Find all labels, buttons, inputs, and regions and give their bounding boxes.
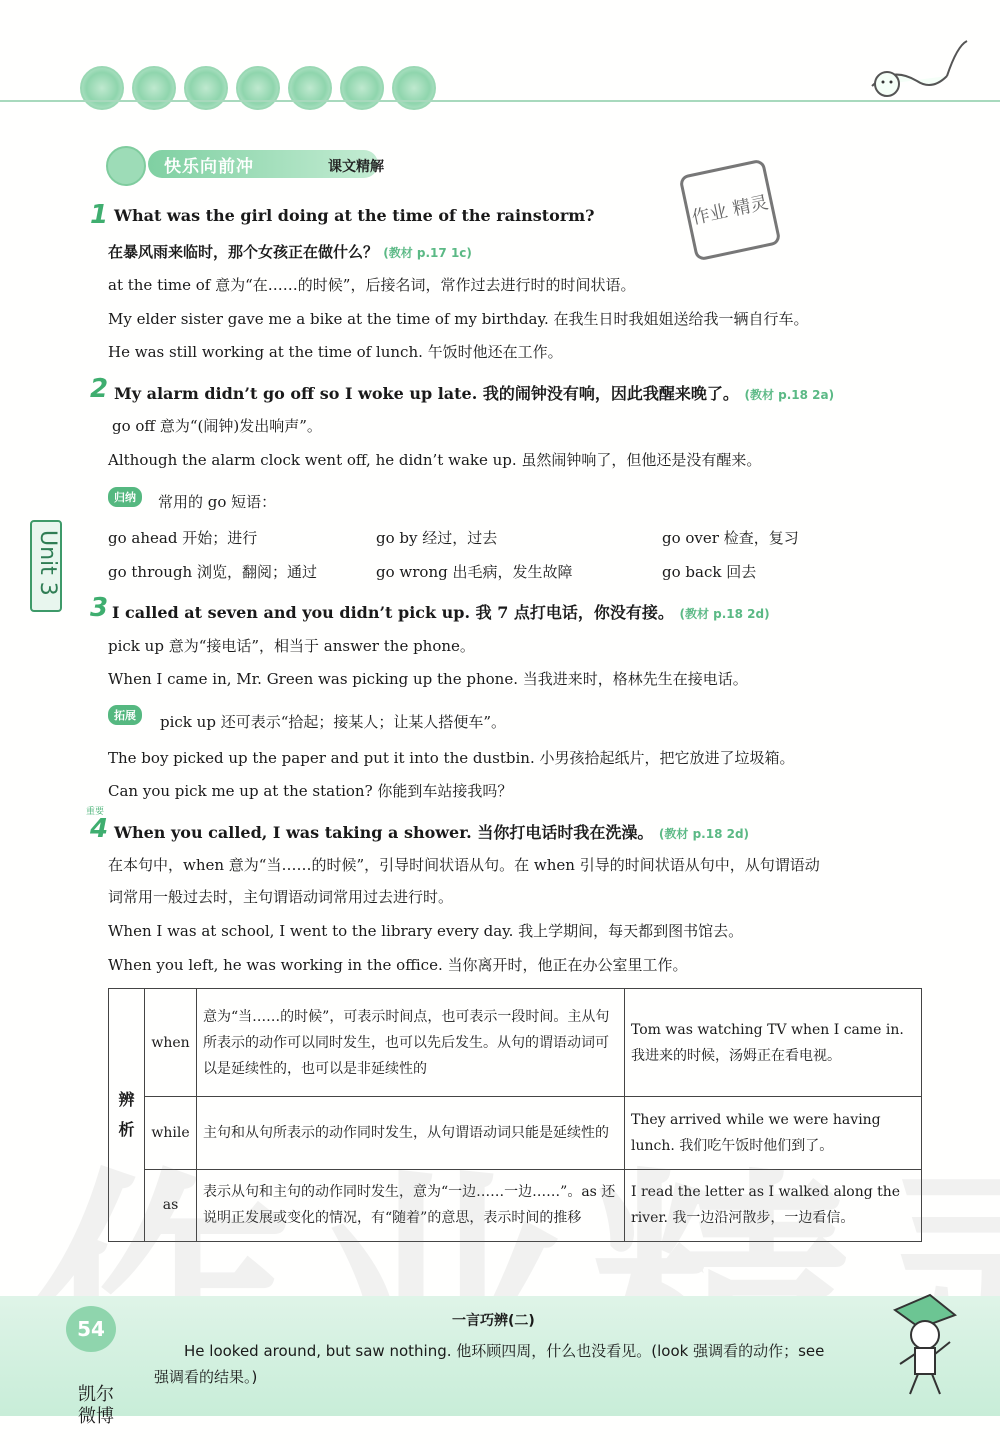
brand-line: 凯尔 <box>78 1384 114 1405</box>
banner-title: 快乐向前冲 <box>164 157 254 177</box>
table-keyword: as <box>145 1169 197 1242</box>
page-number: 54 <box>66 1306 116 1352</box>
item-number: 1 <box>90 200 109 230</box>
item-heading <box>112 600 770 623</box>
cat-icon <box>862 36 972 116</box>
item-heading <box>114 381 834 404</box>
example-line: Although the alarm clock went off, he didn’t wake up. 虽然闹钟响了，但他还是没有醒来。 <box>108 451 762 469</box>
swirl-icon <box>80 66 124 110</box>
extension-tag: 拓展 <box>108 705 142 725</box>
flower-icon <box>106 146 146 186</box>
stamp-logo <box>670 150 790 270</box>
example-line: When I was at school, I went to the library every day. 我上学期间，每天都到图书馆去。 <box>108 922 744 940</box>
heading-text: My alarm didn’t go off so I woke up late. 我的闹钟没有响，因此我醒来晚了。 <box>114 384 739 403</box>
table-row <box>109 989 922 1097</box>
note-line: pick up 意为“接电话”，相当于 answer the phone。 <box>108 637 475 655</box>
brand <box>78 1384 114 1428</box>
table-description: 意为“当……的时候”，可表示时间点，也可表示一段时间。主从句所表示的动作可以同时发生，也可以先后发生。从句的谓语动词可以是延续性的，也可以是非延续性的 <box>197 989 625 1097</box>
example-line: He was still working at the time of lunch. 午饭时他还在工作。 <box>108 343 563 361</box>
example-line: When I came in, Mr. Green was picking up the phone. 当我进来时，格林先生在接电话。 <box>108 670 748 688</box>
table-description: 表示从句和主句的动作同时发生，意为“一边……一边……”。as 还说明正发展或变化的情况，有“随着”的意思，表示时间的推移 <box>197 1169 625 1242</box>
item-number: 2 <box>90 374 109 404</box>
item-number: 3 <box>90 593 109 623</box>
table-example: They arrived while we were having lunch. 我们吃午饭时他们到了。 <box>625 1097 922 1169</box>
textbook-ref: (教材 p.18 2d) <box>679 607 770 621</box>
section-banner <box>88 140 428 190</box>
example-line: When you left, he was working in the office. 当你离开时，他正在办公室里工作。 <box>108 956 688 974</box>
swirl-icon <box>288 66 332 110</box>
swirl-icon <box>236 66 280 110</box>
unit-label: Unit 3 <box>35 530 60 596</box>
tag-text: pick up 还可表示“拾起；接某人；让某人搭便车”。 <box>160 713 507 731</box>
brand-line: 微博 <box>78 1406 114 1427</box>
table-side-label: 辨析 <box>109 989 145 1242</box>
phrase: go back 回去 <box>662 563 757 581</box>
swirl-icon <box>184 66 228 110</box>
note-line: go off 意为“(闹钟)发出响声”。 <box>112 417 322 435</box>
tag-text: 常用的 go 短语： <box>158 493 277 511</box>
header-decoration <box>80 66 480 110</box>
phrase: go by 经过，过去 <box>376 529 498 547</box>
summary-tag: 归纳 <box>108 487 142 507</box>
note-line: at the time of 意为“在……的时候”，后接名词，常作过去进行时的时间状语。 <box>108 276 636 294</box>
important-badge: 重要 <box>86 807 105 817</box>
textbook-ref: (教材 p.18 2d) <box>658 827 750 841</box>
table-keyword: while <box>145 1097 197 1169</box>
kid-illustration-icon <box>880 1290 970 1400</box>
unit-tab <box>30 520 62 612</box>
item-heading-en: What was the girl doing at the time of the rainstorm? <box>114 206 595 225</box>
textbook-ref: (教材 p.17 1c) <box>383 246 472 260</box>
phrase: go through 浏览，翻阅；通过 <box>108 563 317 581</box>
banner-subtitle: 课文精解 <box>328 159 384 175</box>
table-example: Tom was watching TV when I came in. 我进来的时候，汤姆正在看电视。 <box>625 989 922 1097</box>
note-line: 在本句中，when 意为“当……的时候”，引导时间状语从句。在 when 引导的时间状语从句中，从句谓语动 <box>108 856 820 874</box>
phrase: go ahead 开始；进行 <box>108 529 258 547</box>
item-heading-zh <box>108 241 472 262</box>
table-keyword: when <box>145 989 197 1097</box>
tip-title: 一言巧辨(二) <box>452 1313 535 1329</box>
textbook-ref: (教材 p.18 2a) <box>744 388 835 402</box>
table-description: 主句和从句所表示的动作同时发生，从句谓语动词只能是延续性的 <box>197 1097 625 1169</box>
table-example: I read the letter as I walked along the river. 我一边沿河散步，一边看信。 <box>625 1169 922 1242</box>
tip-line: He looked around, but saw nothing. 他环顾四周，什么也没看见。(look 强调看的动作；see <box>184 1342 825 1360</box>
swirl-icon <box>132 66 176 110</box>
swirl-icon <box>392 66 436 110</box>
header-rule <box>0 100 1000 102</box>
tip-line: 强调看的结果。) <box>154 1368 258 1386</box>
item-heading <box>114 820 749 843</box>
heading-zh-text: 在暴风雨来临时，那个女孩正在做什么？ <box>108 243 379 261</box>
item-number: 4 <box>90 814 109 844</box>
example-line: Can you pick me up at the station? 你能到车站接我吗？ <box>108 782 513 800</box>
phrase: go over 检查，复习 <box>662 529 799 547</box>
swirl-icon <box>340 66 384 110</box>
heading-text: I called at seven and you didn’t pick up. 我 7 点打电话，你没有接。 <box>112 603 674 622</box>
svg-text:作业 精灵: 作业 精灵 <box>689 192 771 229</box>
example-line: My elder sister gave me a bike at the time of my birthday. 在我生日时我姐姐送给我一辆自行车。 <box>108 310 809 328</box>
heading-text: When you called, I was taking a shower. 当你打电话时我在洗澡。 <box>114 823 654 842</box>
example-line: The boy picked up the paper and put it into the dustbin. 小男孩拾起纸片，把它放进了垃圾箱。 <box>108 749 795 767</box>
note-line: 词常用一般过去时，主句谓语动词常用过去进行时。 <box>108 888 454 906</box>
phrase: go wrong 出毛病，发生故障 <box>376 563 573 581</box>
